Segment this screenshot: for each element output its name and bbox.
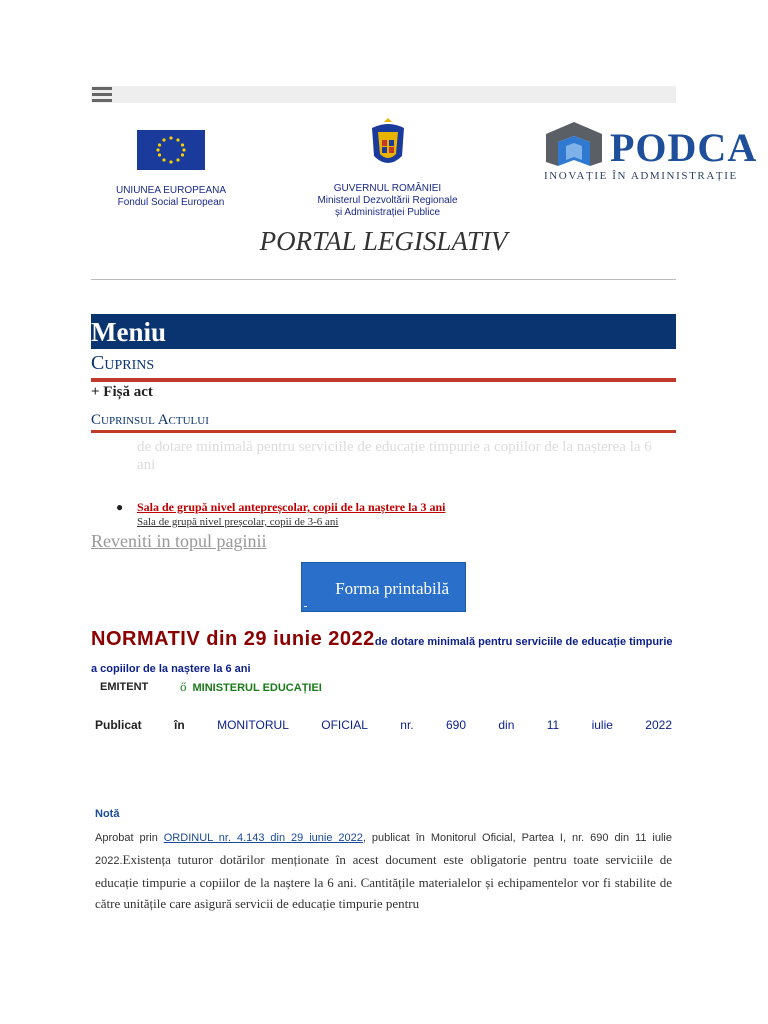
emitent-value bbox=[180, 679, 322, 695]
print-marker bbox=[304, 606, 307, 607]
ordin-link[interactable]: ORDINUL nr. 4.143 din 29 iunie 2022 bbox=[163, 832, 363, 844]
act-title-sub: de dotare minimală pentru serviciile de educație timpurie a copiilor de la naștere la 6 ani bbox=[91, 636, 673, 675]
nota-text: Existența tuturor dotărilor menționate în acest document este obligatorie pentru toate serviciile de educație timpurie a copiilor de la naștere la 6 ani. Cantitățile materialelor și echipamentelor vor fi stabilite de către unitățile care asigură servicii de educație timpurie pentru bbox=[95, 852, 672, 911]
publicat-row bbox=[95, 718, 672, 732]
nota-prefix: Aprobat prin bbox=[95, 832, 164, 844]
act-title-main: NORMATIV din 29 iunie 2022 bbox=[91, 628, 375, 650]
bullet-icon: ● bbox=[116, 500, 124, 514]
publicat-word: iulie bbox=[591, 718, 613, 732]
emitent-label: EMITENT bbox=[100, 681, 149, 693]
gov-line2: Ministerul Dezvoltării Regionale bbox=[317, 195, 458, 206]
print-button-label: Forma printabilă bbox=[335, 579, 449, 598]
back-to-top-link[interactable]: Reveniti in topul paginii bbox=[91, 531, 267, 551]
portal-title: PORTAL LEGISLATIV bbox=[259, 226, 508, 256]
print-button[interactable] bbox=[301, 562, 466, 612]
cuprinsul-actului-heading[interactable]: Cuprinsul Actului bbox=[91, 412, 209, 428]
toc-item-antepreșcolar[interactable]: Sala de grupă nivel antepreșcolar, copii de la naștere la 3 ani bbox=[137, 500, 446, 514]
red-rule bbox=[91, 378, 676, 382]
eu-flag-icon bbox=[137, 130, 205, 170]
cuprins-heading[interactable]: Cuprins bbox=[91, 352, 155, 374]
divider bbox=[91, 279, 676, 280]
menu-header: Meniu bbox=[91, 314, 676, 349]
publicat-word: nr. bbox=[400, 718, 414, 732]
publicat-word: 11 bbox=[546, 718, 560, 732]
toc-item-preșcolar[interactable]: Sala de grupă nivel preșcolar, copii de 3-6 ani bbox=[137, 516, 339, 528]
podca-logo bbox=[540, 118, 765, 188]
emitent-name[interactable]: MINISTERUL EDUCAȚIEI bbox=[192, 682, 322, 694]
nota-title: Notă bbox=[95, 808, 120, 820]
podca-wordmark: PODCA bbox=[610, 125, 758, 170]
gov-line1: GUVERNUL ROMÂNIEI bbox=[333, 183, 442, 194]
publicat-word: 2022 bbox=[645, 718, 672, 732]
eu-logo bbox=[96, 130, 246, 209]
coat-of-arms-icon bbox=[368, 118, 408, 172]
red-rule bbox=[91, 430, 676, 433]
hamburger-icon[interactable] bbox=[91, 86, 113, 103]
eu-line2: Fondul Social European bbox=[117, 197, 225, 208]
emitent-symbol: ő bbox=[180, 679, 187, 694]
act-title bbox=[91, 626, 676, 682]
faded-toc-text: de dotare minimală pentru serviciile de educație timpurie a copiilor de la nașterea la 6 ani bbox=[137, 439, 652, 473]
gov-line3: și Administrației Publice bbox=[334, 207, 441, 218]
podca-tagline: INOVAȚIE ÎN ADMINISTRAȚIE bbox=[544, 170, 738, 182]
publicat-word: Publicat bbox=[95, 718, 142, 732]
publicat-word: din bbox=[498, 718, 515, 732]
eu-line1: UNIUNEA EUROPEANA bbox=[115, 185, 227, 196]
fisa-act-link[interactable]: + Fișă act bbox=[91, 384, 153, 400]
publicat-word: MONITORUL bbox=[217, 718, 289, 732]
publicat-word: 690 bbox=[445, 718, 467, 732]
nota-body bbox=[95, 826, 672, 914]
government-logo bbox=[300, 118, 475, 219]
nota-after-link: , publicat în Monitorul Oficial, Partea I, nr. 690 din 11 iulie 2022. bbox=[95, 832, 672, 867]
publicat-word: OFICIAL bbox=[321, 718, 368, 732]
top-bar bbox=[91, 86, 676, 103]
publicat-word: în bbox=[174, 718, 185, 732]
podca-mark-icon bbox=[544, 120, 606, 168]
